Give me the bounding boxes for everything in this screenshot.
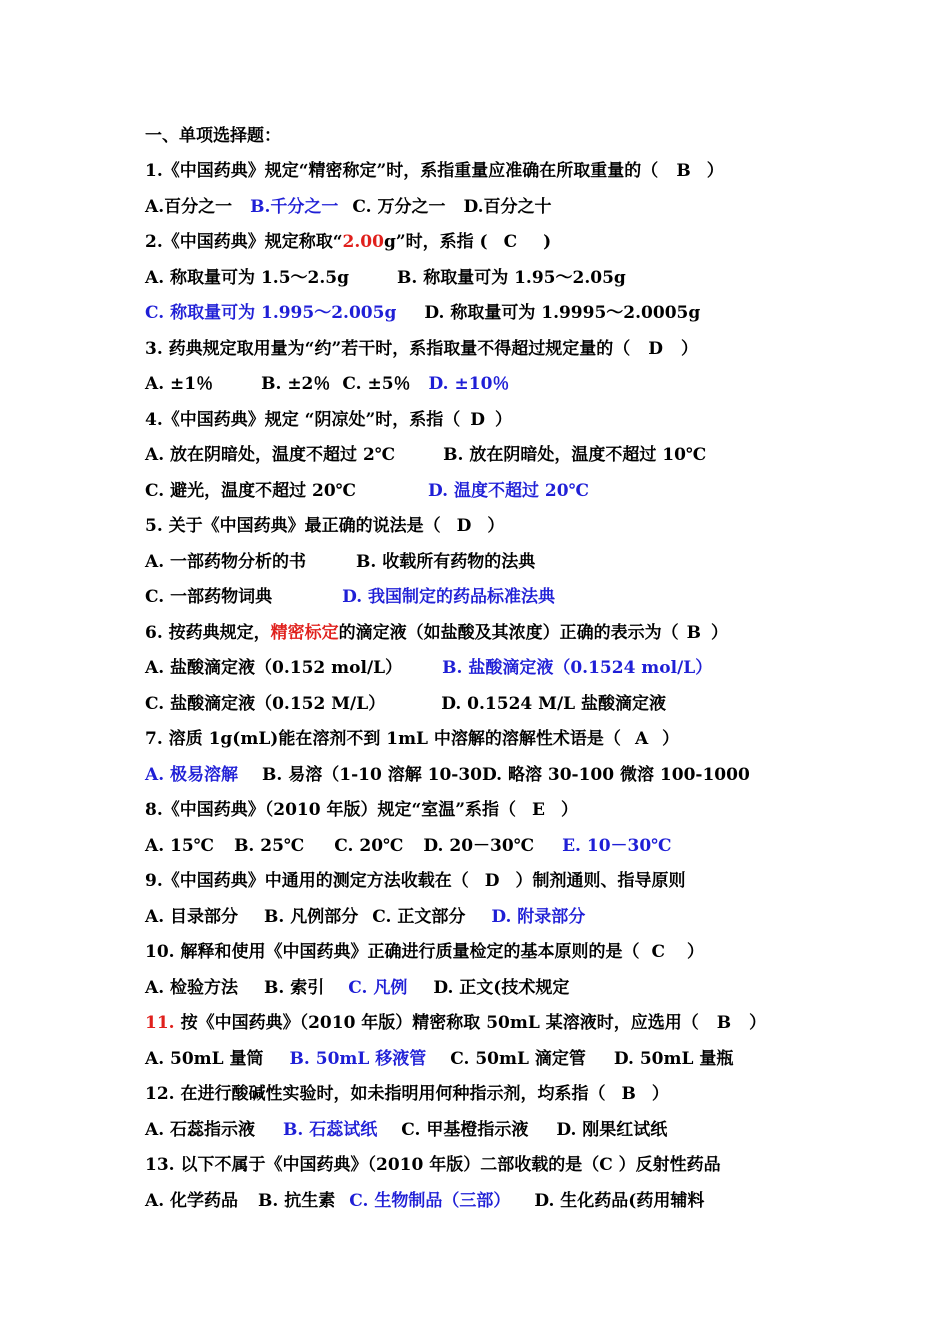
option-c: C. 避光，温度不超过 20℃ [145,481,357,501]
option-c-correct: C. 生物制品（三部） [349,1191,511,1211]
question-10-options [145,976,569,1000]
option-a: A. 称取量可为 1.5～2.5g [145,268,349,288]
question-11-options [145,1047,733,1071]
question-5-options-row2 [145,585,555,609]
option-d: D. 50mL 量瓶 [613,1049,734,1069]
option-b-correct: B. 盐酸滴定液（0.1524 mol/L） [442,658,713,678]
option-d-correct: D. 附录部分 [491,907,586,927]
answer-mark: A [634,729,649,749]
option-a: A. 放在阴暗处，温度不超过 2℃ [145,445,396,465]
option-b-correct: B.千分之一 [250,197,339,217]
option-b: B. 索引 [264,978,325,998]
question-3-stem: 3. 药典规定取用量为“约”若干时，系指取量不得超过规定量的（ D ） [145,339,698,359]
question-7-options [145,763,750,787]
option-b-d: B. 易溶（1-10 溶解 10-30D. 略溶 30-100 微溶 100-1000 [262,765,750,785]
option-c-correct: C. 凡例 [348,978,408,998]
question-3-options [145,372,509,396]
question-4-options-row2 [145,479,589,503]
option-c-correct: C. 称取量可为 1.995～2.005g [145,303,397,323]
option-a: A.百分之一 [145,197,233,217]
option-d-correct: D. ±10％ [428,374,510,394]
question-1-stem: 1.《中国药典》规定“精密称定”时，系指重量应准确在所取重量的（ B ） [145,161,724,181]
question-8-options [145,834,672,858]
option-b-correct: B. 石蕊试纸 [283,1120,378,1140]
question-5-stem: 5. 关于《中国药典》最正确的说法是（ D ） [145,516,505,536]
answer-mark: C [651,942,666,962]
answer-mark: D [470,410,485,430]
option-d: D. 正文(技术规定 [433,978,570,998]
question-number: 11. [145,1013,175,1033]
answer-mark: C [503,232,518,252]
question-11-stem: 11. 按《中国药典》（2010 年版）精密称取 50mL 某溶液时，应选用（ B ） [145,1013,767,1033]
option-d-correct: D. 我国制定的药品标准法典 [342,587,556,607]
option-a: A. 化学药品 [145,1191,239,1211]
option-d-correct: D. 温度不超过 20℃ [428,481,589,501]
question-9-stem: 9.《中国药典》中通用的测定方法收载在（ D ）制剂通则、指导原则 [145,871,686,891]
answer-mark: E [532,800,546,820]
option-b: B. 收载所有药物的法典 [356,552,536,572]
question-8-stem: 8.《中国药典》（2010 年版）规定“室温”系指（ E ） [145,800,579,820]
question-9-options [145,905,585,929]
answer-mark: D [648,339,663,359]
question-2-stem: 2.《中国药典》规定称取“2.00g”时，系指 ( C ) [145,232,552,252]
question-2-options-row1 [145,266,626,290]
option-c: C. 甲基橙指示液 [401,1120,529,1140]
option-c: C. 一部药物词典 [145,587,273,607]
option-b-correct: B. 50mL 移液管 [289,1049,427,1069]
question-7-stem: 7. 溶质 1g(mL)能在溶剂不到 1mL 中溶解的溶解性术语是（ A ） [145,729,680,749]
highlight-value: 2.00 [342,232,384,252]
question-12-stem: 12. 在进行酸碱性实验时，如未指明用何种指示剂，均系指（ B ） [145,1084,669,1104]
option-a-correct: A. 极易溶解 [145,765,239,785]
question-6-options-row2 [145,692,666,716]
question-6-stem: 6. 按药典规定，精密标定的滴定液（如盐酸及其浓度）正确的表示为（ B ） [145,623,729,643]
answer-mark: B [621,1084,636,1104]
question-12-options [145,1118,667,1142]
question-4-options-row1 [145,443,706,467]
question-10-stem: 10. 解释和使用《中国药典》正确进行质量检定的基本原则的是（ C ） [145,942,705,962]
option-e-correct: E. 10－30℃ [562,836,672,856]
answer-mark: D [456,516,472,536]
question-5-options-row1 [145,550,535,574]
option-b: B. 放在阴暗处，温度不超过 10℃ [443,445,707,465]
option-b: B. 25℃ [234,836,305,856]
option-d: D. 20－30℃ [423,836,535,856]
option-a: A. 盐酸滴定液（0.152 mol/L） [145,658,403,678]
option-a: A. 检验方法 [145,978,239,998]
highlight-term: 精密标定 [270,623,339,643]
option-b: B. ±2％ [261,374,331,394]
option-c: C. 20℃ [334,836,404,856]
option-a: A. 15℃ [145,836,215,856]
option-c: C. 万分之一 [352,197,446,217]
option-c: C. 50mL 滴定管 [450,1049,586,1069]
question-1-options [145,195,552,219]
question-13-stem: 13. 以下不属于《中国药典》（2010 年版）二部收载的是（C ）反射性药品 [145,1155,721,1175]
option-a: A. ±1％ [145,374,214,394]
option-a: A. 50mL 量筒 [145,1049,264,1069]
option-d: D. 刚果红试纸 [556,1120,668,1140]
option-d: D. 生化药品(药用辅料 [534,1191,705,1211]
option-a: A. 目录部分 [145,907,239,927]
question-2-options-row2 [145,301,700,325]
answer-mark: B [686,623,702,643]
answer-mark: D [484,871,500,891]
option-c: C. 正文部分 [372,907,466,927]
option-d: D. 称取量可为 1.9995～2.0005g [424,303,701,323]
option-c: C. ±5％ [342,374,411,394]
option-c: C. 盐酸滴定液（0.152 M/L） [145,694,386,714]
option-a: A. 石蕊指示液 [145,1120,256,1140]
option-b: B. 抗生素 [258,1191,336,1211]
answer-mark: B [716,1013,732,1033]
section-title: 一、单项选择题： [145,126,281,146]
option-d: D.百分之十 [463,197,552,217]
option-b: B. 称取量可为 1.95～2.05g [396,268,626,288]
question-6-options-row1 [145,656,712,680]
question-4-stem: 4.《中国药典》规定 “阴凉处”时，系指（ D ） [145,410,512,430]
option-b: B. 凡例部分 [264,907,359,927]
option-a: A. 一部药物分析的书 [145,552,307,572]
answer-mark: B [676,161,691,181]
question-13-options [145,1189,704,1213]
option-d: D. 0.1524 M/L 盐酸滴定液 [441,694,667,714]
